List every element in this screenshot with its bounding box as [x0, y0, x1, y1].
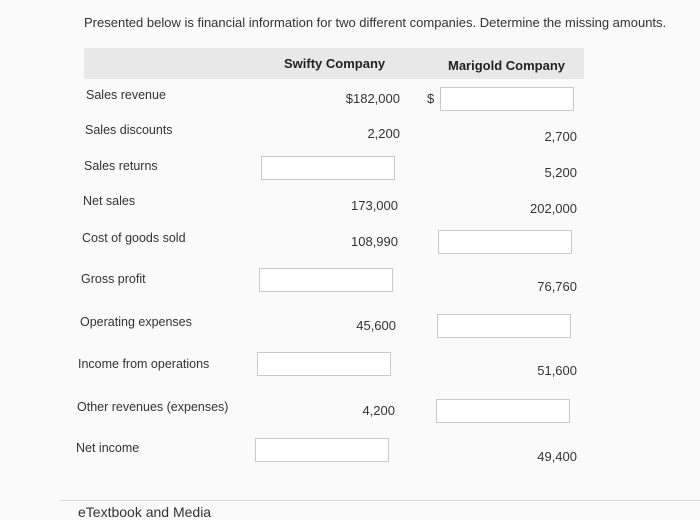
- swifty-net-income-input[interactable]: [255, 438, 389, 462]
- swifty-net-sales: 173,000: [351, 198, 398, 213]
- swifty-column-header: Swifty Company: [284, 56, 386, 71]
- swifty-cost-of-goods-sold: 108,990: [351, 234, 398, 249]
- swifty-income-from-operations-input[interactable]: [257, 352, 391, 376]
- row-label-income-from-operations: Income from operations: [78, 357, 210, 371]
- dollar-sign: $: [427, 91, 435, 106]
- swifty-other-revenues: 4,200: [362, 403, 395, 418]
- swifty-gross-profit-input[interactable]: [259, 268, 393, 292]
- marigold-income-from-operations: 51,600: [537, 363, 577, 378]
- row-label-operating-expenses: Operating expenses: [80, 315, 192, 329]
- swifty-operating-expenses: 45,600: [356, 318, 396, 333]
- marigold-sales-revenue-input[interactable]: [440, 87, 574, 111]
- marigold-gross-profit: 76,760: [537, 279, 577, 294]
- footer-divider: [60, 500, 700, 501]
- etextbook-media-link[interactable]: eTextbook and Media: [78, 504, 212, 520]
- marigold-cost-of-goods-sold-input[interactable]: [438, 230, 572, 254]
- row-label-net-income: Net income: [76, 441, 140, 455]
- swifty-sales-revenue: $182,000: [345, 91, 400, 106]
- swifty-sales-returns-input[interactable]: [261, 156, 395, 180]
- row-label-sales-returns: Sales returns: [84, 159, 158, 173]
- row-label-sales-discounts: Sales discounts: [85, 123, 173, 137]
- row-label-cost-of-goods-sold: Cost of goods sold: [82, 231, 186, 245]
- marigold-net-sales: 202,000: [530, 201, 577, 216]
- swifty-sales-discounts: 2,200: [367, 126, 400, 141]
- marigold-sales-discounts: 2,700: [544, 129, 577, 144]
- marigold-sales-returns: 5,200: [544, 165, 577, 180]
- marigold-other-revenues-input[interactable]: [436, 399, 570, 423]
- row-label-other-revenues: Other revenues (expenses): [77, 400, 229, 414]
- row-label-net-sales: Net sales: [83, 194, 136, 208]
- row-label-sales-revenue: Sales revenue: [86, 88, 166, 102]
- marigold-column-header: Marigold Company: [448, 58, 566, 73]
- marigold-operating-expenses-input[interactable]: [437, 314, 571, 338]
- row-label-gross-profit: Gross profit: [81, 272, 146, 286]
- marigold-net-income: 49,400: [537, 449, 577, 464]
- instructions-text: Presented below is financial information for two different companies. Determine the missing amounts.: [84, 15, 667, 30]
